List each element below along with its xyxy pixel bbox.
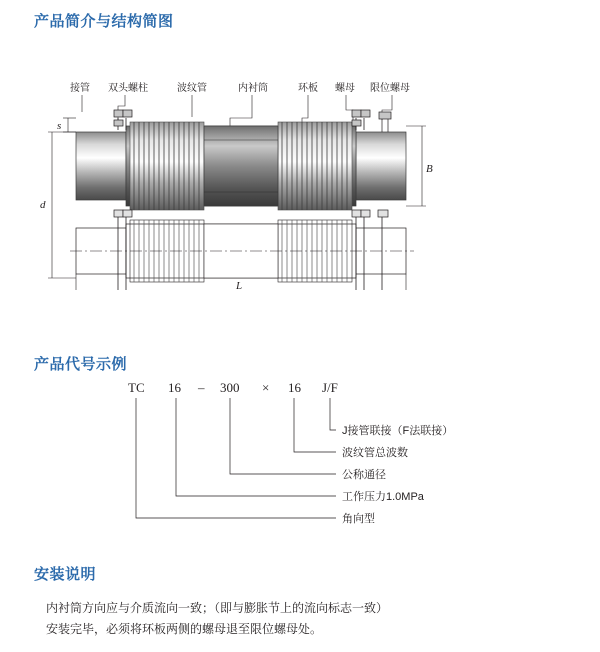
structure-bottom-view [70,210,414,290]
bellows-right [278,122,352,210]
product-code-diagram [30,378,570,538]
callout-label-0: 接管 [70,83,90,94]
callout-label-5: 螺母 [335,83,355,94]
callout-label-6: 限位螺母 [370,83,410,94]
code-token-3: 300 [220,380,240,395]
dimension-label-L: L [236,280,243,290]
callout-label-3: 内衬筒 [238,83,268,94]
dimension-label-B: B [426,163,433,175]
code-token-5: 16 [288,380,301,395]
code-token-2: – [198,380,205,395]
code-leader-lines [136,398,336,518]
section-title-intro: 产品简介与结构简图 [34,13,174,30]
install-note-line-1: 安装完毕，必须将环板两侧的螺母退至限位螺母处。 [46,622,323,636]
dimension-label-s: s [57,120,62,132]
install-note-line-0: 内衬筒方向应与介质流向一致；（即与膨胀节上的流向标志一致） [46,601,389,615]
install-notes [46,598,566,640]
callout-label-4: 环板 [298,83,318,94]
callout-label-1: 双头螺柱 [108,83,148,94]
dimension-label-d: d [40,199,46,211]
structure-diagram [30,60,570,290]
code-description-1: 波纹管总波数 [342,447,408,459]
callout-label-2: 波纹管 [177,83,207,94]
bellows-left [130,122,204,210]
code-token-1: 16 [168,380,181,395]
section-title-code: 产品代号示例 [34,356,128,373]
code-description-4: 角向型 [342,513,375,525]
code-token-0: TC [128,380,145,395]
nuts-bottom [114,210,388,217]
code-descriptions [342,423,453,525]
code-description-3: 工作压力1.0MPa [342,491,424,503]
code-tokens [128,380,338,395]
code-token-4: × [262,380,270,395]
section-title-install: 安装说明 [34,566,97,583]
code-token-6: J/F [322,380,338,395]
code-description-2: 公称通径 [342,469,386,481]
callout-labels [70,81,410,94]
code-description-0: J接管联接（F法联接） [342,425,454,437]
structure-top-view [76,110,406,210]
